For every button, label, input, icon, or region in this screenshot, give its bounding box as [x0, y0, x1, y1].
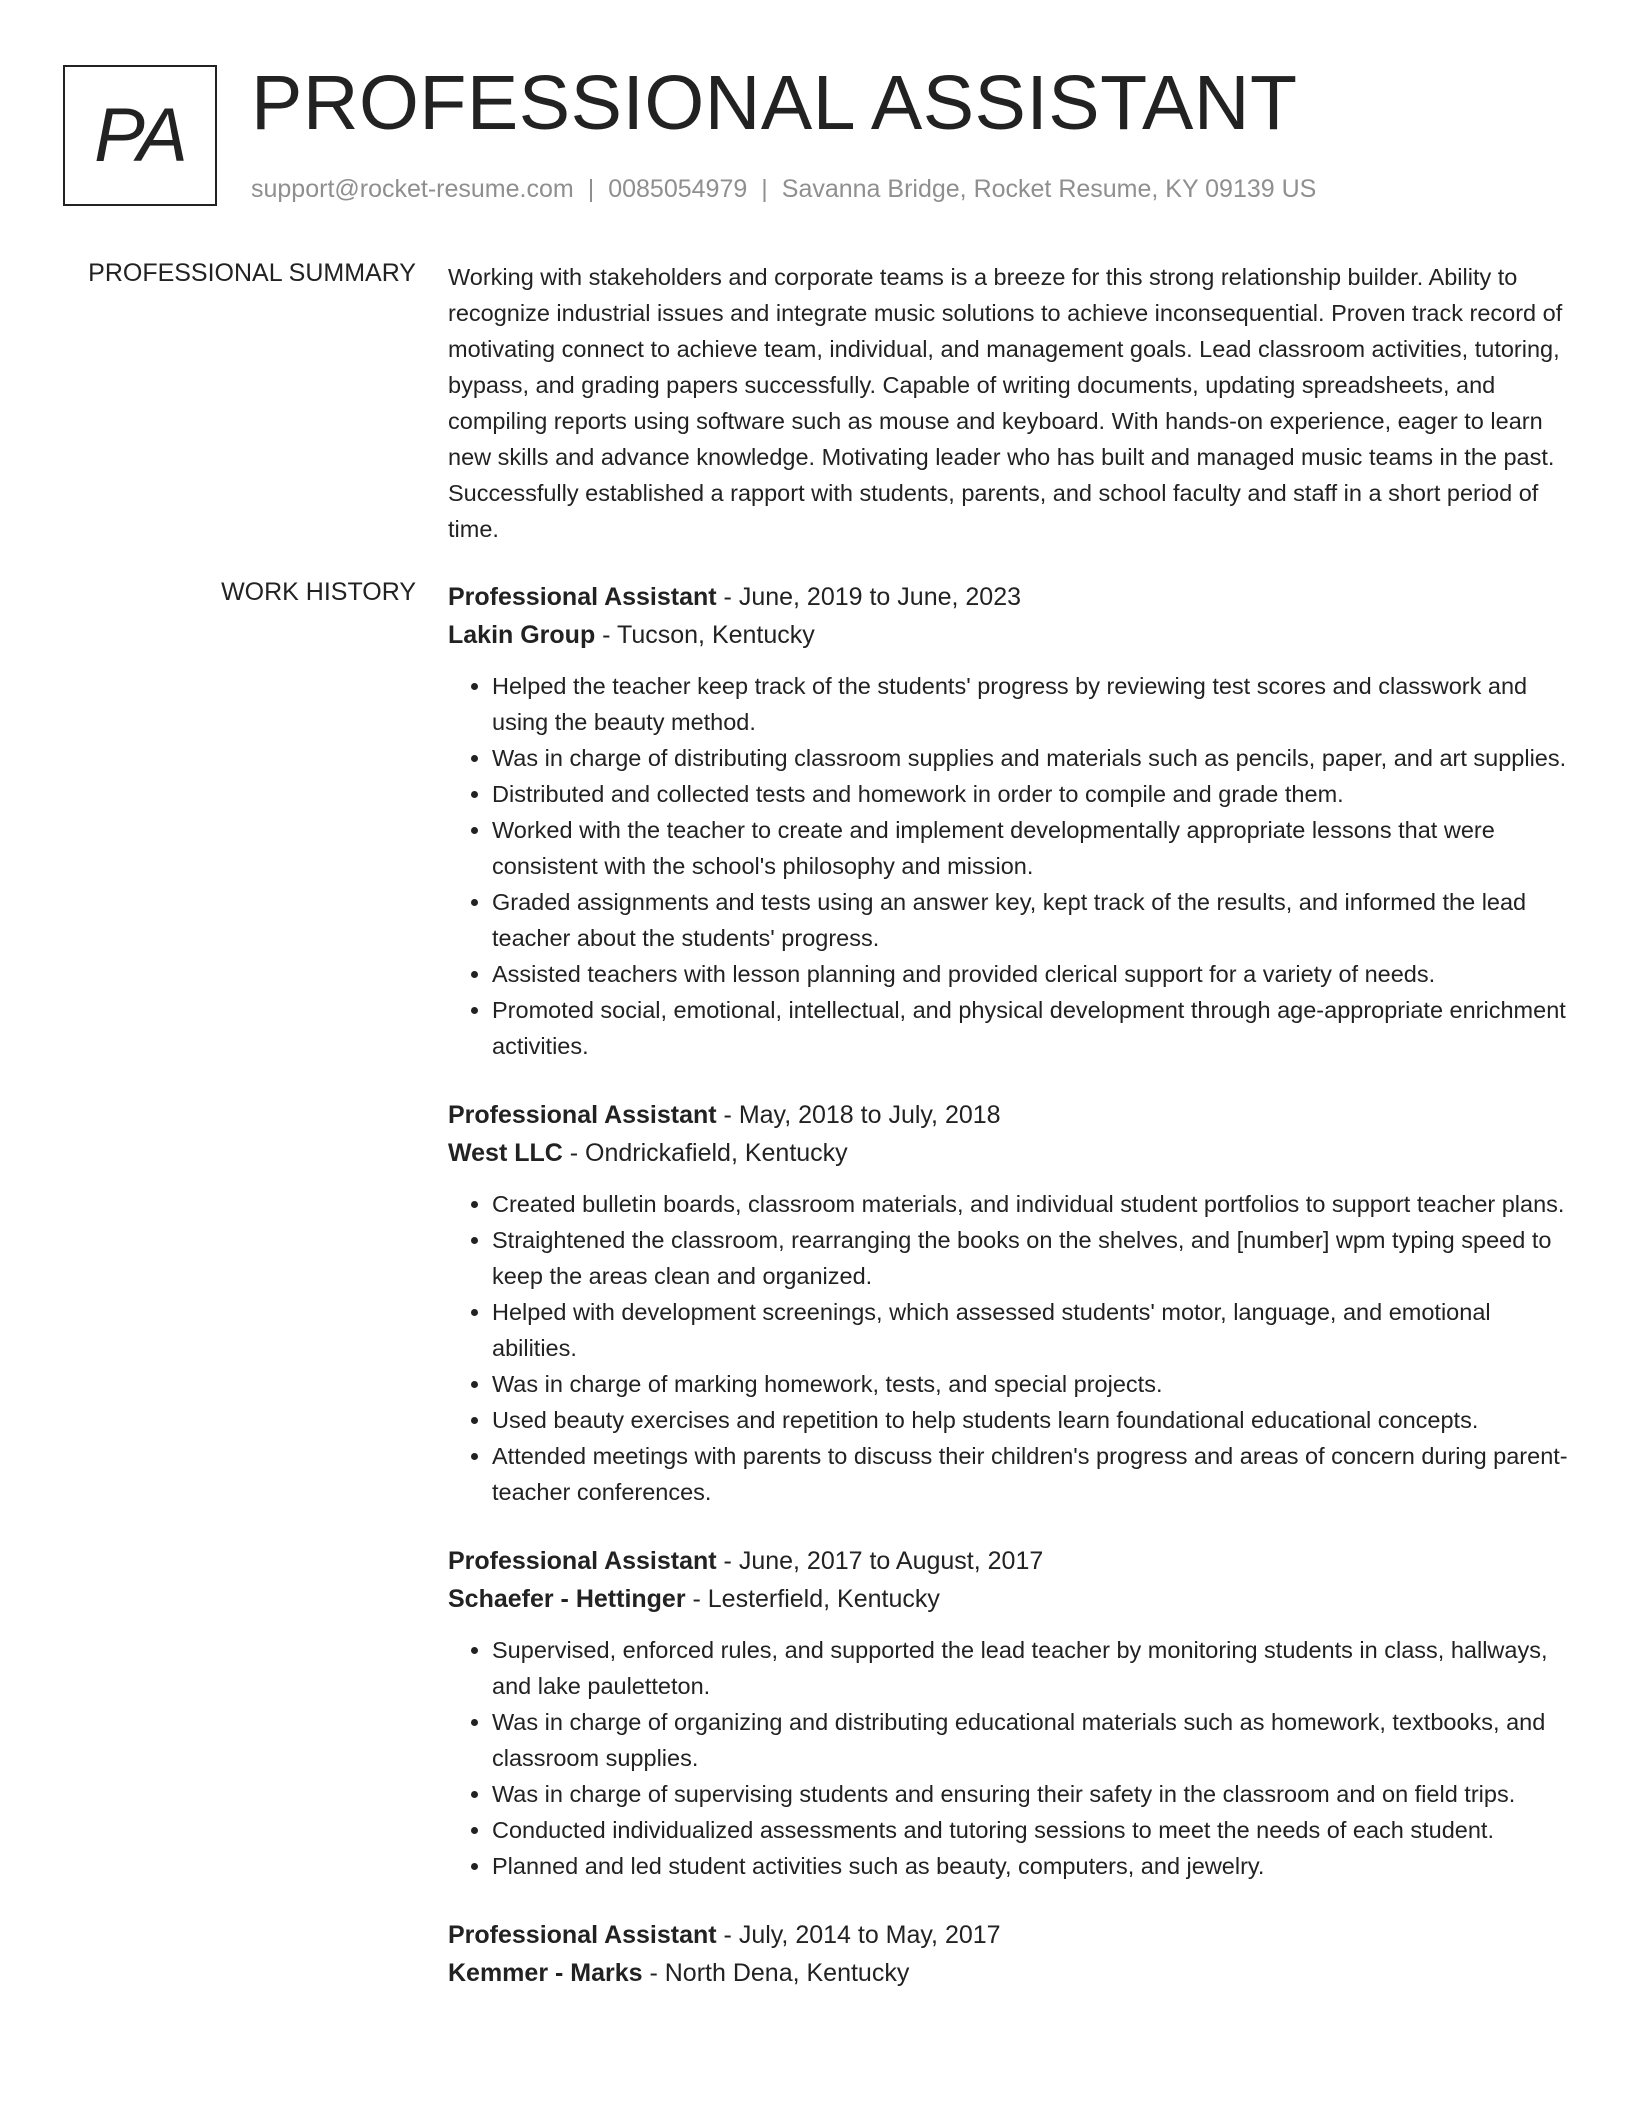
job-company: West LLC [448, 1139, 563, 1167]
contact-phone: 0085054979 [608, 175, 748, 203]
job-entry [448, 578, 1568, 1064]
job-dates: - June, 2019 to June, 2023 [716, 583, 1022, 611]
job-title-line [448, 1916, 1568, 1954]
job-bullet: • Was in charge of marking homework, tests, and special projects. [492, 1366, 1568, 1402]
summary-heading: PROFESSIONAL SUMMARY [88, 259, 416, 287]
job-company-line [448, 1134, 1568, 1172]
job-dates: - July, 2014 to May, 2017 [716, 1921, 1001, 1949]
job-company: Lakin Group [448, 621, 596, 649]
job-entry [448, 1916, 1568, 1992]
job-location: - North Dena, Kentucky [642, 1959, 910, 1987]
job-title: Professional Assistant [448, 1547, 717, 1575]
job-title: Professional Assistant [448, 1101, 717, 1129]
job-bullet-list [448, 1186, 1568, 1510]
job-list [448, 578, 1568, 2024]
job-dates: - May, 2018 to July, 2018 [716, 1101, 1001, 1129]
job-title-line [448, 1542, 1568, 1580]
job-bullet: • Supervised, enforced rules, and supported the lead teacher by monitoring students in class, hallways, and lake pauletteton. [492, 1632, 1568, 1704]
contact-separator: | [761, 175, 768, 203]
job-company-line [448, 1954, 1568, 1992]
job-dates: - June, 2017 to August, 2017 [716, 1547, 1044, 1575]
job-entry [448, 1096, 1568, 1510]
job-location: - Tucson, Kentucky [595, 621, 815, 649]
job-bullet-list [448, 668, 1568, 1064]
contact-line [251, 175, 1316, 204]
job-bullet: • Assisted teachers with lesson planning and provided clerical support for a variety of needs. [492, 956, 1568, 992]
summary-body [448, 259, 1568, 547]
contact-address: Savanna Bridge, Rocket Resume, KY 09139 US [781, 175, 1317, 203]
job-company-line [448, 1580, 1568, 1618]
work-history-heading: WORK HISTORY [221, 578, 416, 606]
job-company: Schaefer - Hettinger [448, 1585, 686, 1613]
job-company-line [448, 616, 1568, 654]
job-bullet: • Helped the teacher keep track of the students' progress by reviewing test scores and classwork and using the beauty method. [492, 668, 1568, 740]
job-title: Professional Assistant [448, 583, 717, 611]
candidate-name: PROFESSIONAL ASSISTANT [251, 60, 1298, 146]
job-bullet: • Worked with the teacher to create and implement developmentally appropriate lessons that were consistent with the school's philosophy and mission. [492, 812, 1568, 884]
job-title-line [448, 578, 1568, 616]
job-bullet-list [448, 1632, 1568, 1884]
monogram-logo: PA [63, 65, 217, 206]
job-location: - Ondrickafield, Kentucky [562, 1139, 848, 1167]
contact-email: support@rocket-resume.com [251, 175, 574, 203]
contact-separator: | [587, 175, 595, 203]
job-bullet: • Straightened the classroom, rearranging the books on the shelves, and [number] wpm typing speed to keep the areas clean and organized. [492, 1222, 1568, 1294]
resume-header [63, 60, 1572, 210]
job-bullet: • Attended meetings with parents to discuss their children's progress and areas of concern during parent-teacher conferences. [492, 1438, 1568, 1510]
job-entry [448, 1542, 1568, 1884]
summary-text: Working with stakeholders and corporate teams is a breeze for this strong relationship builder. Ability to recognize industrial issues and integrate music solutions to achieve inconsequential. Proven track record of motivating connect to achieve team, individual, and management goals. Lead classroom activities, tutoring, bypass, and grading papers successfully. Capable of writing documents, updating spreadsheets, and compiling reports using software such as mouse and keyboard. With hands-on experience, eager to learn new skills and advance knowledge. Motivating leader who has built and managed music teams in the past. Successfully established a rapport with students, parents, and school faculty and staff in a short period of time. [448, 264, 1563, 542]
job-bullet: • Distributed and collected tests and homework in order to compile and grade them. [492, 776, 1568, 812]
job-location: - Lesterfield, Kentucky [685, 1585, 940, 1613]
job-bullet: • Planned and led student activities such as beauty, computers, and jewelry. [492, 1848, 1568, 1884]
job-bullet: • Used beauty exercises and repetition to help students learn foundational educational concepts. [492, 1402, 1568, 1438]
job-title: Professional Assistant [448, 1921, 717, 1949]
job-bullet: • Created bulletin boards, classroom materials, and individual student portfolios to support teacher plans. [492, 1186, 1568, 1222]
job-title-line [448, 1096, 1568, 1134]
job-bullet: • Was in charge of distributing classroom supplies and materials such as pencils, paper, and art supplies. [492, 740, 1568, 776]
job-company: Kemmer - Marks [448, 1959, 643, 1987]
job-bullet: • Was in charge of organizing and distributing educational materials such as homework, textbooks, and classroom supplies. [492, 1704, 1568, 1776]
job-bullet: • Conducted individualized assessments and tutoring sessions to meet the needs of each student. [492, 1812, 1568, 1848]
job-bullet: • Graded assignments and tests using an answer key, kept track of the results, and informed the lead teacher about the students' progress. [492, 884, 1568, 956]
job-bullet: • Helped with development screenings, which assessed students' motor, language, and emotional abilities. [492, 1294, 1568, 1366]
job-bullet: • Promoted social, emotional, intellectual, and physical development through age-appropriate enrichment activities. [492, 992, 1568, 1064]
job-bullet: • Was in charge of supervising students and ensuring their safety in the classroom and on field trips. [492, 1776, 1568, 1812]
